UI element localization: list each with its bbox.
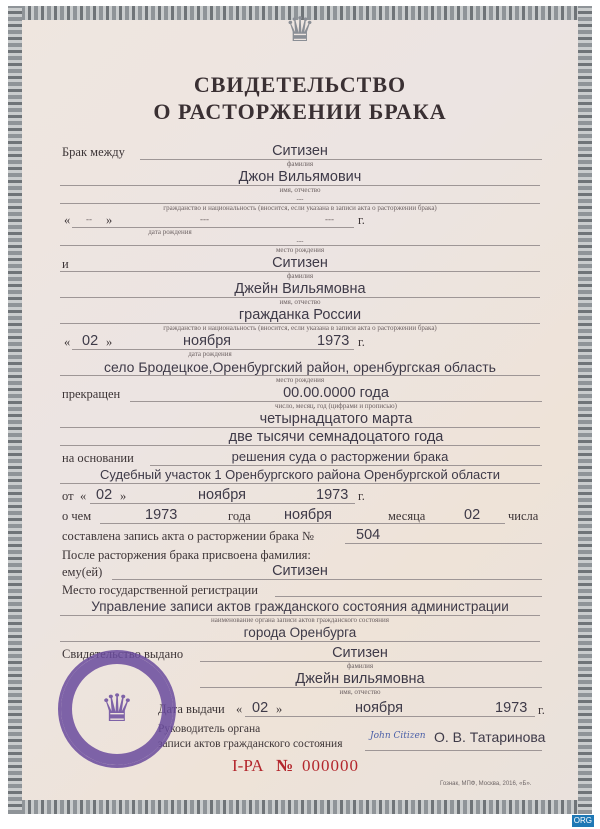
coat-of-arms-icon: ♛: [284, 12, 316, 49]
issued-name: Джейн вильямовна: [295, 671, 425, 687]
quote: »: [120, 489, 127, 503]
husband-birth-place: ---: [296, 237, 304, 245]
year-suffix: г.: [358, 489, 365, 503]
label-head-2: записи актов гражданского состояния: [158, 738, 343, 750]
caption: место рождения: [275, 376, 325, 384]
basis-text: решения суда о расторжении брака: [231, 449, 449, 464]
underline: [60, 445, 540, 446]
caption: наименование органа записи актов гражданского состояния: [211, 616, 389, 624]
label-marriage-between: Брак между: [62, 145, 125, 159]
quote: »: [276, 702, 283, 716]
title-line2: О РАСТОРЖЕНИИ БРАКА: [153, 99, 447, 124]
issue-month: ноября: [355, 700, 403, 716]
basis-year: 1973: [316, 487, 349, 503]
husband-name: Джон Вильямович: [238, 169, 362, 185]
quote: »: [106, 335, 113, 349]
record-month: ноября: [284, 507, 332, 523]
label-to-him-her: ему(ей): [62, 565, 103, 579]
caption: фамилия: [286, 272, 314, 280]
wife-birth-month: ноября: [183, 333, 231, 349]
issued-surname: Ситизен: [332, 645, 388, 661]
watermark-badge: ORG: [573, 816, 592, 825]
head-name: О. В. Татаринова: [434, 729, 546, 745]
caption: имя, отчество: [279, 186, 321, 194]
new-surname: Ситизен: [272, 563, 328, 579]
basis-month: ноября: [198, 487, 246, 503]
wife-birth-day: 02: [82, 333, 99, 349]
underline: [100, 523, 505, 524]
wife-birth-place: село Бродецкое,Оренбургский район, оренбургская область: [104, 359, 496, 375]
label-basis: на основании: [62, 451, 134, 465]
label-record-made: составлена запись акта о расторжении брака №: [62, 529, 314, 543]
husband-surname: Ситизен: [272, 143, 328, 159]
label-terminated: прекращен: [62, 387, 121, 401]
record-day: 02: [464, 507, 481, 523]
underline: [275, 596, 542, 597]
underline: [60, 641, 540, 642]
caption: дата рождения: [148, 228, 192, 236]
label-and: и: [62, 257, 69, 271]
printer-note: Гознак, МПФ, Москва, 2016, «Б».: [440, 781, 532, 787]
underline: [60, 427, 540, 428]
signature: John Citizen: [370, 731, 426, 741]
caption: имя, отчество: [279, 298, 321, 306]
label-about: о чем: [62, 509, 92, 523]
husband-citizenship: ---: [296, 195, 304, 203]
label-from: от: [62, 489, 74, 503]
number-sign: №: [276, 756, 294, 775]
border-right: [578, 6, 592, 814]
caption: фамилия: [286, 160, 314, 168]
caption: число, месяц, год (цифрами и прописью): [275, 402, 397, 410]
caption: фамилия: [346, 662, 374, 670]
underline: [345, 543, 542, 544]
basis-day: 02: [96, 487, 113, 503]
label-issue-date: Дата выдачи: [158, 702, 225, 716]
quote: «: [236, 702, 243, 716]
underline: [365, 750, 542, 751]
underline: [90, 503, 355, 504]
underline: [245, 716, 535, 717]
caption: гражданство и национальность (вносится, если указана в записи акта о расторжении брака): [163, 324, 437, 332]
label-surname-assigned: После расторжения брака присвоена фамилия:: [62, 548, 311, 562]
issue-year: 1973: [495, 700, 528, 716]
wife-surname: Ситизен: [272, 255, 328, 271]
eagle-icon: ♛: [99, 688, 135, 730]
registry-line2: города Оренбурга: [243, 625, 357, 640]
label-head-1: Руководитель органа: [158, 723, 261, 735]
serial-series: I-PA: [232, 756, 264, 775]
official-stamp: [58, 650, 176, 768]
underline: [140, 159, 542, 160]
year-suffix: г.: [358, 213, 365, 227]
quote: «: [80, 489, 87, 503]
label-year: года: [228, 509, 251, 523]
quote: «: [64, 213, 71, 227]
registry-line1: Управление записи актов гражданского состояния администрации: [91, 599, 509, 614]
underline: [72, 227, 354, 228]
wife-birth-year: 1973: [317, 333, 350, 349]
border-bottom: [8, 800, 592, 814]
underline: [60, 483, 540, 484]
caption: гражданство и национальность (вносится, если указана в записи акта о расторжении брака): [163, 204, 437, 212]
underline: [150, 465, 542, 466]
quote: «: [64, 335, 71, 349]
label-day: числа: [508, 509, 539, 523]
caption: место рождения: [275, 246, 325, 254]
termination-words-1: четырнадцатого марта: [259, 411, 413, 427]
wife-name: Джейн Вильямовна: [234, 281, 366, 297]
label-registration-place: Место государственной регистрации: [62, 583, 258, 597]
wife-citizenship: гражданка России: [238, 307, 362, 323]
husband-birth-day: --: [86, 214, 92, 224]
title-line1: СВИДЕТЕЛЬСТВО: [193, 72, 407, 97]
quote: »: [106, 213, 113, 227]
caption: дата рождения: [188, 350, 232, 358]
court-name: Судебный участок 1 Оренбургского района Оренбургской области: [100, 467, 500, 482]
border-left: [8, 6, 22, 814]
underline: [112, 579, 542, 580]
label-month: месяца: [388, 509, 426, 523]
caption: имя, отчество: [339, 688, 381, 696]
year-suffix: г.: [538, 703, 545, 717]
termination-words-2: две тысячи семнадоцатого года: [228, 429, 444, 445]
record-year: 1973: [145, 507, 178, 523]
year-suffix: г.: [358, 335, 365, 349]
husband-birth-year: ---: [325, 214, 334, 224]
label-issued-to: Свидетельство выдано: [62, 647, 184, 661]
serial-number: 000000: [302, 756, 359, 775]
husband-birth-month: ---: [200, 214, 209, 224]
issue-day: 02: [252, 700, 269, 716]
termination-date: 00.00.0000 года: [283, 385, 389, 401]
record-number: 504: [356, 527, 381, 543]
